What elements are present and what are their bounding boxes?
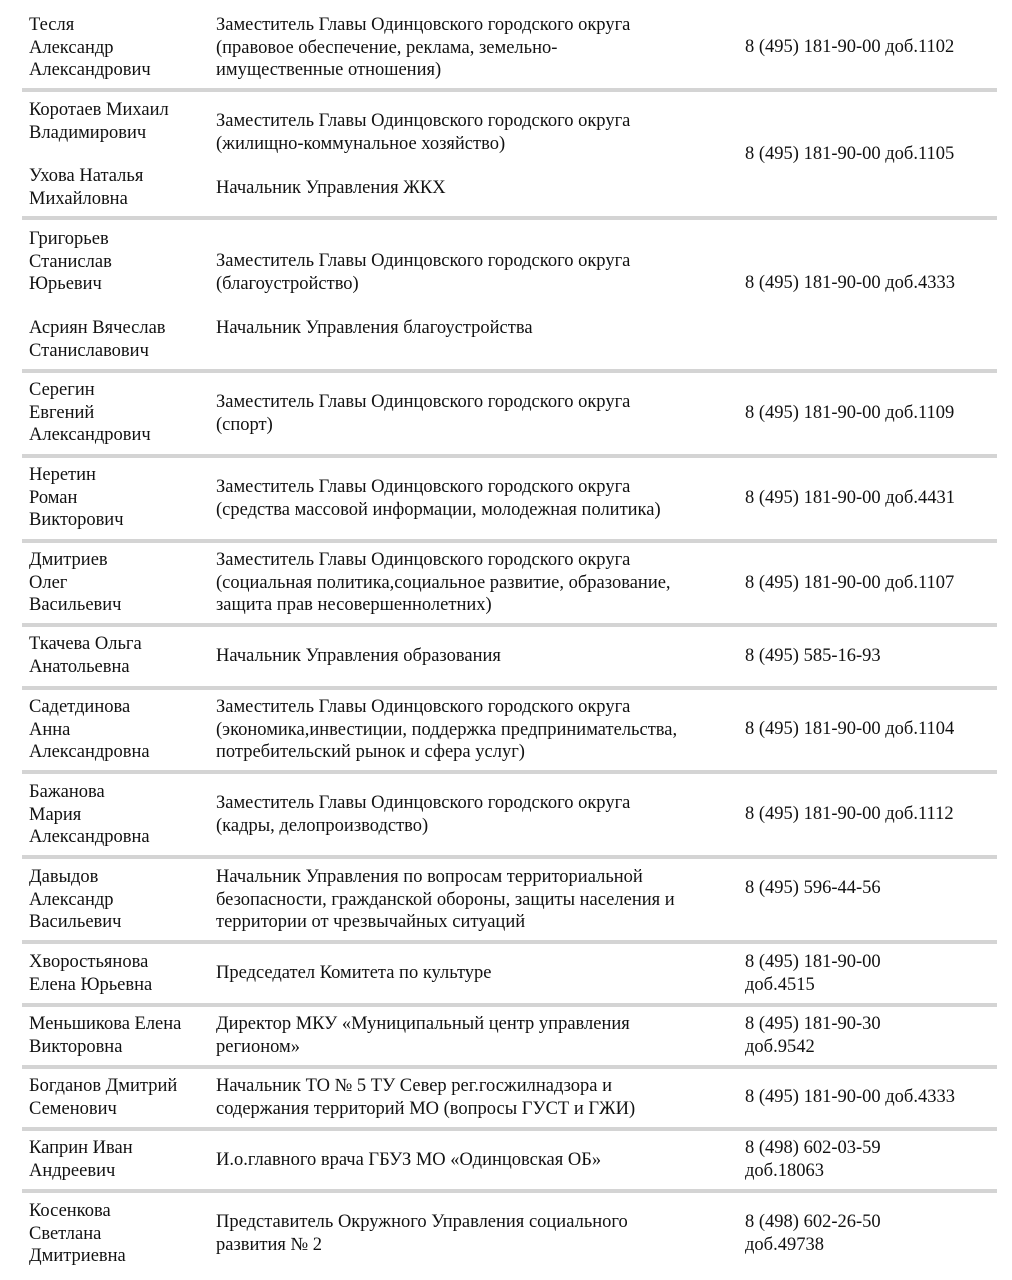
person-name-secondary: Асриян Вячеслав Станиславович — [29, 318, 166, 361]
person-name: Давыдов Александр Васильевич — [29, 867, 122, 932]
row-divider — [22, 1065, 997, 1069]
person-position: Заместитель Главы Одинцовского городского округа (кадры, делопроизводство) — [216, 793, 631, 836]
row-divider — [22, 539, 997, 543]
person-position: Заместитель Главы Одинцовского городского округа (благоустройство) — [216, 251, 631, 294]
person-name: Меньшикова Елена Викторовна — [29, 1014, 182, 1057]
person-phone: 8 (495) 181-90-00 доб.4333 — [745, 273, 955, 293]
person-position: Заместитель Главы Одинцовского городского округа (средства массовой информации, молодежная политика) — [216, 477, 661, 520]
person-phone: 8 (498) 602-26-50 доб.49738 — [745, 1212, 881, 1255]
person-phone: 8 (495) 181-90-00 доб.1102 — [745, 37, 955, 57]
person-position: Председател Комитета по культуре — [216, 963, 492, 983]
person-name: Григорьев Станислав Юрьевич — [29, 229, 112, 294]
row-divider — [22, 855, 997, 859]
person-name: Хворостьянова Елена Юрьевна — [29, 952, 153, 995]
person-name-secondary: Ухова Наталья Михайловна — [29, 166, 144, 209]
person-position: Заместитель Главы Одинцовского городского округа (экономика,инвестиции, поддержка предпринимательства, потребительский рынок и сфера услуг) — [216, 697, 678, 762]
row-divider — [22, 940, 997, 944]
row-divider — [22, 770, 997, 774]
person-name: Косенкова Светлана Дмитриевна — [29, 1201, 126, 1266]
person-phone: 8 (495) 181-90-00 доб.1104 — [745, 719, 955, 739]
person-phone: 8 (495) 181-90-00 доб.1107 — [745, 573, 955, 593]
person-position: Заместитель Главы Одинцовского городского округа (правовое обеспечение, реклама, земельно- имущественные отношения) — [216, 15, 631, 80]
person-phone: 8 (495) 181-90-00 доб.4333 — [745, 1087, 955, 1107]
person-position: Заместитель Главы Одинцовского городского округа (спорт) — [216, 392, 631, 435]
row-divider — [22, 686, 997, 690]
person-position: Заместитель Главы Одинцовского городского округа (социальная политика,социальное развитие, образование, защита прав несовершеннолетних) — [216, 550, 671, 615]
person-name: Дмитриев Олег Васильевич — [29, 550, 122, 615]
person-phone: 8 (495) 596-44-56 — [745, 878, 881, 898]
person-phone: 8 (498) 602-03-59 доб.18063 — [745, 1138, 881, 1181]
person-name: Серегин Евгений Александрович — [29, 380, 151, 445]
row-divider — [22, 1003, 997, 1007]
person-phone: 8 (495) 181-90-00 доб.4515 — [745, 952, 881, 995]
person-name: Богданов Дмитрий Семенович — [29, 1076, 178, 1119]
person-name: Каприн Иван Андреевич — [29, 1138, 133, 1181]
person-name: Тесля Александр Александрович — [29, 15, 151, 80]
person-phone: 8 (495) 181-90-00 доб.1112 — [745, 804, 954, 824]
person-position: Заместитель Главы Одинцовского городского округа (жилищно-коммунальное хозяйство) — [216, 111, 631, 154]
row-divider — [22, 623, 997, 627]
row-divider — [22, 1127, 997, 1131]
row-divider — [22, 369, 997, 373]
person-phone: 8 (495) 181-90-00 доб.1105 — [745, 144, 955, 164]
person-position-secondary: Начальник Управления ЖКХ — [216, 178, 446, 198]
row-divider — [22, 88, 997, 92]
person-position: Начальник Управления образования — [216, 646, 501, 666]
person-position: И.о.главного врача ГБУЗ МО «Одинцовская ОБ» — [216, 1150, 602, 1170]
person-phone: 8 (495) 181-90-30 доб.9542 — [745, 1014, 881, 1057]
person-phone: 8 (495) 585-16-93 — [745, 646, 881, 666]
person-name: Бажанова Мария Александровна — [29, 782, 150, 847]
person-position: Начальник ТО № 5 ТУ Север рег.госжилнадзора и содержания территорий МО (вопросы ГУСТ и ГЖИ) — [216, 1076, 636, 1119]
person-position-secondary: Начальник Управления благоустройства — [216, 318, 533, 338]
person-position: Представитель Окружного Управления социального развития № 2 — [216, 1212, 628, 1255]
person-phone: 8 (495) 181-90-00 доб.4431 — [745, 488, 955, 508]
person-name: Садетдинова Анна Александровна — [29, 697, 150, 762]
person-phone: 8 (495) 181-90-00 доб.1109 — [745, 403, 955, 423]
person-position: Директор МКУ «Муниципальный центр управления регионом» — [216, 1014, 630, 1057]
person-name: Неретин Роман Викторович — [29, 465, 124, 530]
person-name: Коротаев Михаил Владимирович — [29, 100, 169, 143]
person-name: Ткачева Ольга Анатольевна — [29, 634, 142, 677]
row-divider — [22, 1189, 997, 1193]
row-divider — [22, 454, 997, 458]
row-divider — [22, 216, 997, 220]
person-position: Начальник Управления по вопросам территориальной безопасности, гражданской обороны, защиты населения и территории от чрезвычайных ситуаций — [216, 867, 675, 932]
